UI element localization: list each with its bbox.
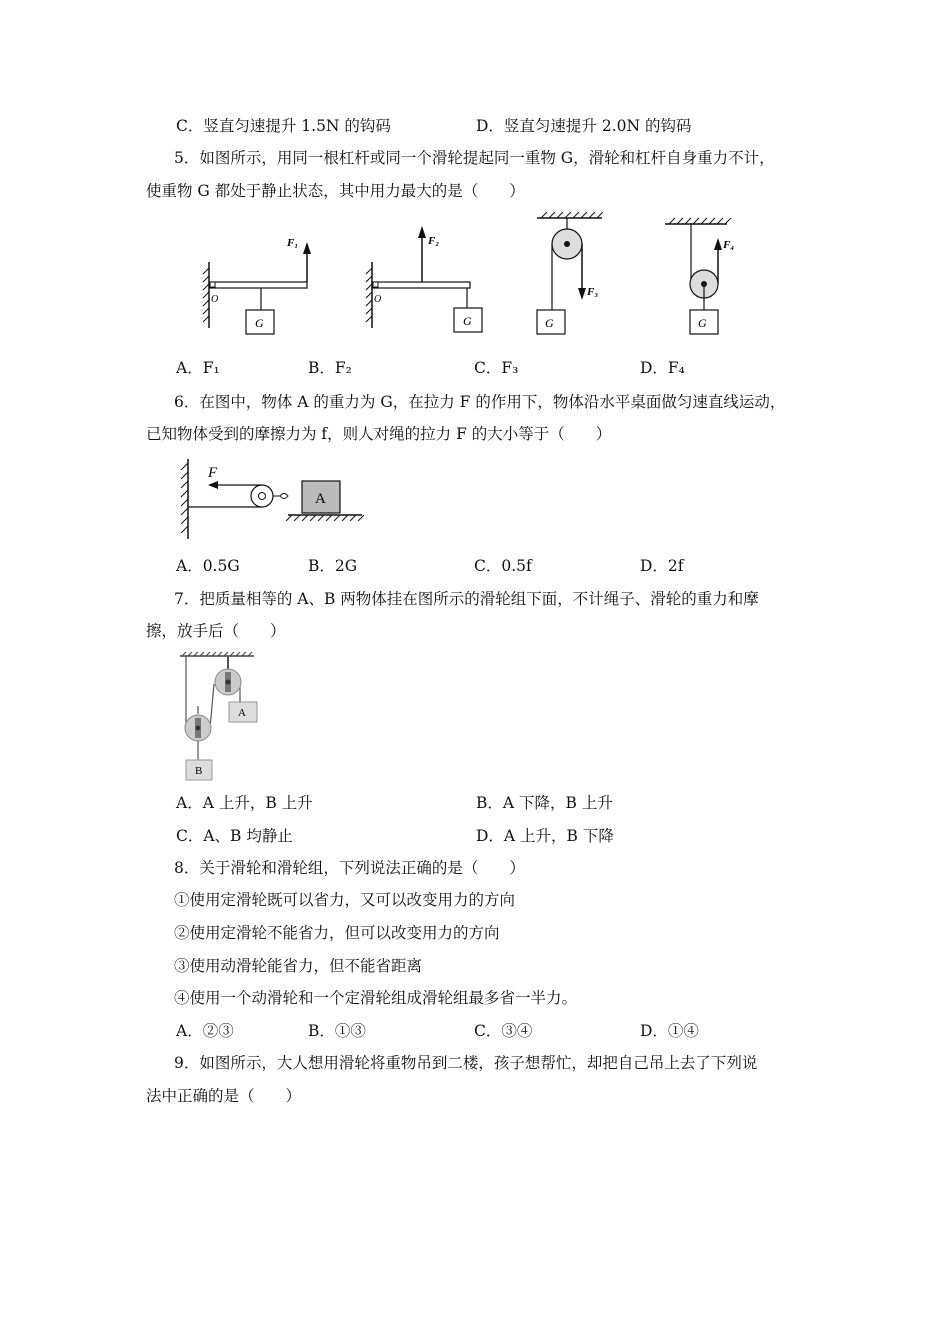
q7-option-a: A．A 上升，B 上升 (176, 794, 313, 812)
q5-fig1-o: O (211, 294, 219, 305)
q9-stem-line1: 9．如图所示，大人想用滑轮将重物吊到二楼，孩子想帮忙，却把自己吊上去了下列说 (174, 1054, 758, 1072)
q7-option-c: C．A、B 均静止 (176, 827, 293, 845)
q5-option-c: C．F₃ (474, 359, 519, 377)
q5-fig3-f3: F₃ (587, 286, 599, 298)
q7-fig-b: B (195, 765, 203, 777)
q7-option-d: D．A 上升，B 下降 (476, 827, 614, 845)
q6-option-b: B．2G (308, 557, 358, 575)
q7-figure (176, 650, 266, 782)
q7-stem-line1: 7．把质量相等的 A、B 两物体挂在图所示的滑轮组下面，不计绳子、滑轮的重力和摩 (174, 590, 759, 608)
q4-option-d: D．竖直匀速提升 2.0N 的钩码 (476, 117, 692, 135)
q6-fig-a: A (315, 491, 326, 507)
q5-option-a: A．F₁ (176, 359, 220, 377)
q8-stem: 8．关于滑轮和滑轮组，下列说法正确的是（ ） (174, 859, 525, 877)
q9-stem-line2: 法中正确的是（ ） (146, 1087, 302, 1105)
q5-figure (195, 210, 755, 340)
q7-option-b: B．A 下降，B 上升 (476, 794, 613, 812)
q8-statement-1: ①使用定滑轮既可以省力，又可以改变用力的方向 (174, 891, 516, 909)
q6-figure (176, 455, 366, 545)
q5-stem-line1: 5．如图所示，用同一根杠杆或同一个滑轮提起同一重物 G，滑轮和杠杆自身重力不计， (174, 149, 775, 167)
q8-option-a: A．②③ (176, 1022, 234, 1040)
q6-fig-f: F (208, 465, 218, 481)
q6-stem-line2: 已知物体受到的摩擦力为 f，则人对绳的拉力 F 的大小等于（ ） (146, 425, 612, 443)
q5-fig4-g: G (698, 316, 707, 330)
q5-stem-line2: 使重物 G 都处于静止状态，其中用力最大的是（ ） (146, 182, 525, 200)
q4-option-c: C．竖直匀速提升 1.5N 的钩码 (176, 117, 391, 135)
q5-fig4-f4: F₄ (723, 239, 735, 251)
q5-option-b: B．F₂ (308, 359, 352, 377)
q8-option-c: C．③④ (474, 1022, 533, 1040)
q8-statement-2: ②使用定滑轮不能省力，但可以改变用力的方向 (174, 924, 500, 942)
q8-statement-4: ④使用一个动滑轮和一个定滑轮组成滑轮组最多省一半力。 (174, 989, 578, 1007)
q6-stem-line1: 6．在图中，物体 A 的重力为 G，在拉力 F 的作用下，物体沿水平桌面做匀速直线运动， (174, 393, 786, 411)
q5-fig3-g: G (545, 316, 554, 330)
q5-fig1-f1: F₁ (287, 237, 299, 249)
q5-fig2-g: G (463, 314, 472, 328)
q8-statement-3: ③使用动滑轮能省力，但不能省距离 (174, 957, 423, 975)
q8-option-d: D．①④ (640, 1022, 699, 1040)
q5-fig1-g: G (255, 316, 264, 330)
q6-option-c: C．0.5f (474, 557, 532, 575)
q8-option-b: B．①③ (308, 1022, 366, 1040)
q6-option-a: A．0.5G (176, 557, 240, 575)
q7-stem-line2: 擦，放手后（ ） (146, 622, 286, 640)
q5-fig2-f2: F₂ (428, 235, 440, 247)
q7-fig-a: A (238, 707, 246, 719)
q6-option-d: D．2f (640, 557, 684, 575)
q5-option-d: D．F₄ (640, 359, 685, 377)
q5-fig2-o: O (374, 294, 382, 305)
